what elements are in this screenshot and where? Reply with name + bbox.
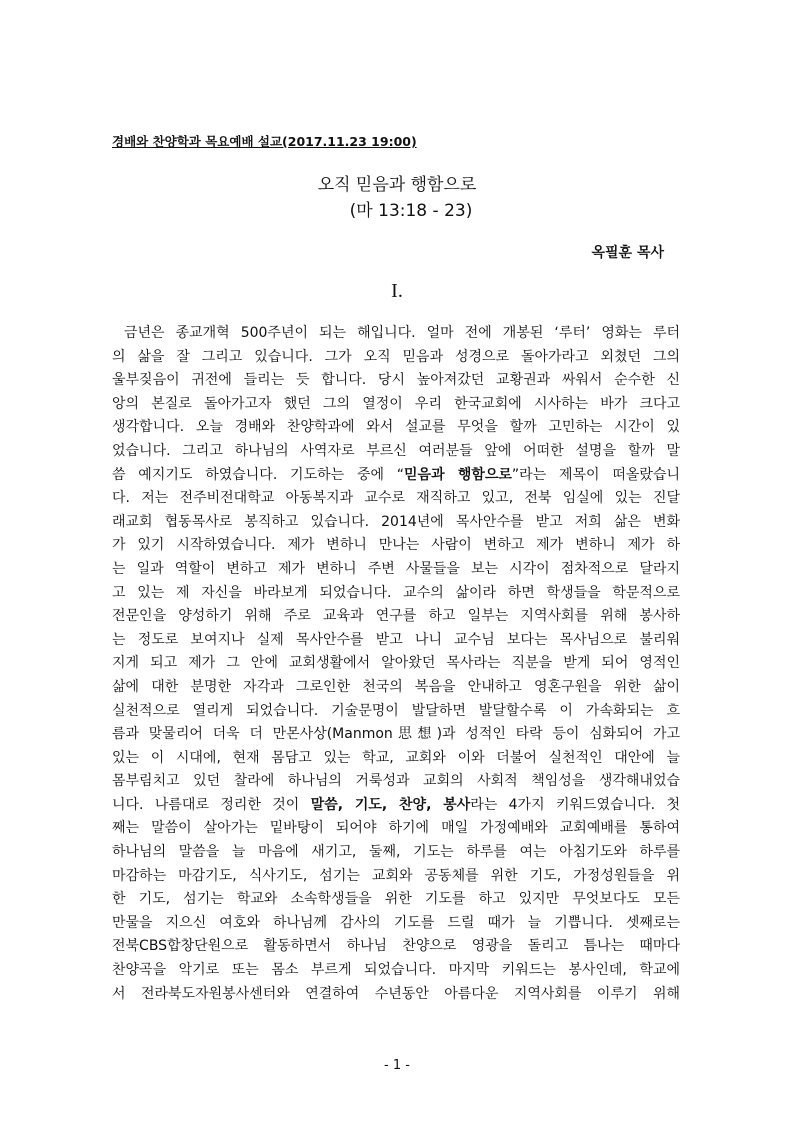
body-line xyxy=(112,322,680,346)
body-line xyxy=(112,841,680,865)
page-number: - 1 - xyxy=(384,1058,410,1073)
line-text: 울부짖음이 귀전에 들리는 듯 합니다. 당시 높아져갔던 교황권과 싸워서 순수한 신 xyxy=(112,372,680,389)
body-line xyxy=(112,534,680,558)
body-line xyxy=(112,605,680,629)
author-name: 옥필훈 목사 xyxy=(591,245,664,261)
line-text: 하나님의 말씀을 늘 마음에 새기고, 둘째, 기도는 하루를 여는 아침기도와 하루를 xyxy=(112,844,680,861)
sermon-title xyxy=(0,172,794,224)
line-text: 는 일과 역할이 변하고 제가 변하니 주변 사물들을 보는 시각이 점차적으로 달라지 xyxy=(112,560,680,577)
line-text: 만물을 지으신 여호와 하나님께 감사의 기도를 드릴 때가 늘 기쁩니다. 셋째로는 xyxy=(112,914,680,931)
line-text: 몸부림치고 있던 찰라에 하나님의 거룩성과 교회의 사회적 책임성을 생각해내었습 xyxy=(112,773,680,790)
line-text: 서 전라북도자원봉사센터와 연결하여 수년동안 아름다운 지역사회를 이루기 위해 xyxy=(112,985,680,1002)
line-text: 한 기도, 섬기는 학교와 소속학생들을 위한 기도를 하고 있지만 무엇보다도 모든 xyxy=(112,891,680,908)
line-text: 금년은 종교개혁 500주년이 되는 해입니다. 얼마 전에 개봉된 ‘루터’ 영화는 루터 xyxy=(124,325,680,341)
body-line xyxy=(112,959,680,983)
line-text: 째는 말씀이 살아가는 밑바탕이 되어야 하기에 매일 가정예배와 교회예배를 통하여 xyxy=(112,820,680,837)
line-text: 삶에 대한 분명한 자각과 그로인한 천국의 복음을 안내하고 영혼구원을 위한 삶이 xyxy=(112,678,680,695)
body-line xyxy=(112,416,680,440)
body-line xyxy=(112,700,680,724)
line-text: 의 삶을 잘 그리고 있습니다. 그가 오직 믿음과 성경으로 돌아가라고 외쳤던 그의 xyxy=(112,348,680,365)
body-line xyxy=(112,888,680,912)
line-text: 생각합니다. 오늘 경배와 찬양학과에 와서 설교를 무엇을 할까 고민하는 시간이 있 xyxy=(112,419,680,436)
body-line xyxy=(112,487,680,511)
section-heading: I. xyxy=(391,280,403,302)
body-line xyxy=(112,935,680,959)
body-line xyxy=(112,747,680,771)
line-text: 다. 저는 전주비전대학교 아동복지과 교수로 재직하고 있고, 전북 임실에 있는 진달 xyxy=(112,490,680,507)
line-text: 전북CBS합창단원으로 활동하면서 하나님 찬양으로 영광을 돌리고 틈나는 때마다 xyxy=(112,938,680,955)
body-line xyxy=(112,629,680,653)
document-header: 경배와 찬양학과 목요예배 설교(2017.11.23 19:00) xyxy=(112,134,417,149)
line-text: 전문인을 양성하기 위해 주로 교육과 연구를 하고 일부는 지역사회를 위해 봉사하 xyxy=(112,608,680,625)
body-line xyxy=(112,464,680,488)
emphasis-text: 말씀, 기도, 찬양, 봉사 xyxy=(310,796,471,813)
line-text: 라는 4가지 키워드였습니다. 첫 xyxy=(470,796,680,813)
line-text: 는 정도로 보여지나 실제 목사안수를 받고 나니 교수님 보다는 목사님으로 불리워 xyxy=(112,631,680,648)
line-text: 앙의 본질로 돌아가고자 했던 그의 열정이 우리 한국교회에 시사하는 바가 크다고 xyxy=(112,395,680,412)
line-text: 찬양곡을 악기로 또는 몸소 부르게 되었습니다. 마지막 키워드는 봉사인데, 학교에 xyxy=(112,962,680,979)
line-text: 름과 맞물리어 더욱 더 만몬사상(Manmon思想)과 성적인 타락 등이 심화되어 가고 xyxy=(112,726,680,743)
body-line xyxy=(112,865,680,889)
sermon-title-main: 오직 믿음과 행함으로 xyxy=(317,175,477,195)
line-text: 실천적으로 열리게 되었습니다. 기술문명이 발달하면 발달할수록 이 가속화되는 흐 xyxy=(112,702,680,719)
body-line xyxy=(112,817,680,841)
body-line xyxy=(112,912,680,936)
body-line xyxy=(112,558,680,582)
body-line xyxy=(112,652,680,676)
line-text: 마감하는 마감기도, 식사기도, 섬기는 교회와 공동체를 위한 기도, 가정성원들을 위 xyxy=(112,867,680,884)
body-line xyxy=(112,346,680,370)
line-text: 니다. 나름대로 정리한 것이 xyxy=(112,796,311,813)
body-text xyxy=(112,322,680,1006)
body-line xyxy=(112,770,680,794)
body-line xyxy=(112,723,680,747)
body-line xyxy=(112,582,680,606)
line-text: ”라는 제목이 떠올랐습니 xyxy=(511,466,680,483)
body-line xyxy=(112,369,680,393)
body-line xyxy=(112,440,680,464)
body-line xyxy=(112,511,680,535)
line-text: 었습니다. 그리고 하나님의 사역자로 부르신 여러분들 앞에 어떠한 설명을 할까 말 xyxy=(112,442,680,459)
line-text: 고 있는 제 자신을 바라보게 되었습니다. 교수의 삶이라 하면 학생들을 학문적으로 xyxy=(112,584,680,601)
line-text: 씀 예지기도 하였습니다. 기도하는 중에 “ xyxy=(112,466,405,483)
line-text: 지게 되고 제가 그 안에 교회생활에서 알아왔던 목사라는 직분을 받게 되어 영적인 xyxy=(112,655,680,672)
sermon-title-scripture: (마 13:18 - 23) xyxy=(349,201,473,221)
emphasis-text: 믿음과 행함으로 xyxy=(404,466,512,483)
line-text: 있는 이 시대에, 현재 몸담고 있는 학교, 교회와 이와 더불어 실천적인 대안에 늘 xyxy=(112,749,680,766)
line-text: 가 있기 시작하였습니다. 제가 변하니 만나는 사람이 변하고 제가 변하니 제가 하 xyxy=(112,537,680,554)
body-line xyxy=(112,794,680,818)
body-line xyxy=(112,676,680,700)
line-text: 래교회 협동목사로 봉직하고 있습니다. 2014년에 목사안수를 받고 저희 삶은 변화 xyxy=(112,513,680,530)
body-line xyxy=(112,393,680,417)
body-line xyxy=(112,983,680,1007)
